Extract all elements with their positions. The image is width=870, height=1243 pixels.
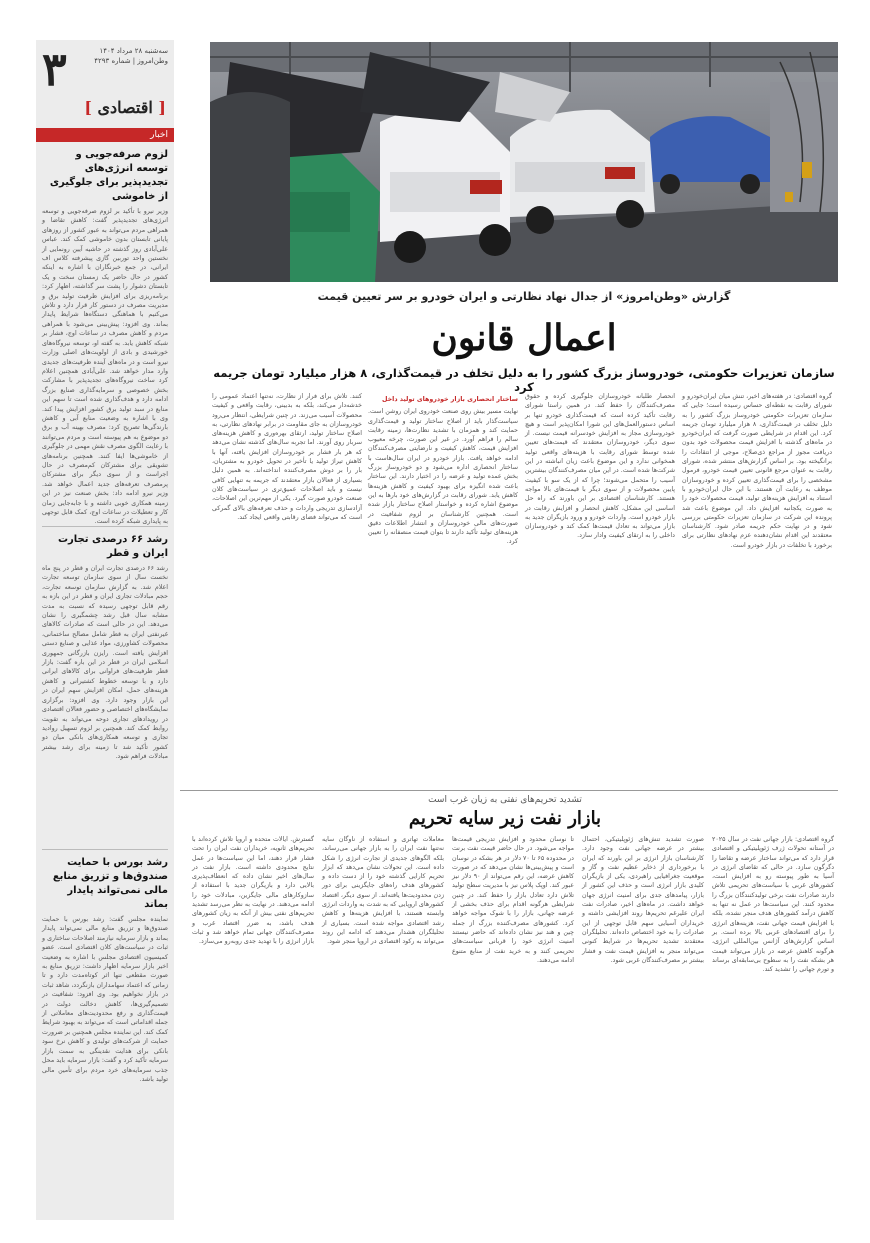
sidebar-news-list bbox=[36, 148, 174, 1218]
second-story-column: صورت تشدید تنش‌های ژئوپلیتیکی، احتمال بیشتر در عرضه جهانی نفت وجود دارد. کارشناسان بازار انرژی بر این باورند که ایران با برخورداری از ذخایر عظیم نفت و گاز و موقعیت جغرافیایی راهبردی، یکی از بازیگران کلیدی بازار انرژی است و حذف این کشور از بازار، پیامدهای جدی برای امنیت انرژی جهان خواهد داشت. در ماه‌های اخیر، صادرات نفت ایران علیرغم تحریم‌ها روند افزایشی داشته و خریداران آسیایی سهم قابل توجهی از این صادرات را به خود اختصاص داده‌اند. تحلیلگران معتقدند تشدید تحریم‌ها در شرایط کنونی می‌تواند منجر به افزایش قیمت نفت و فشار بیشتر بر مصرف‌کنندگان غربی شود. bbox=[582, 836, 704, 964]
story-title: اعمال قانون bbox=[431, 317, 617, 359]
car-factory-illustration bbox=[210, 42, 838, 282]
second-story-title: بازار نفت زیر سایه تحریم bbox=[408, 808, 602, 829]
story-lede: سازمان تعزیرات حکومتی، خودروساز بزرگ کشور را به دلیل تخلف در قیمت‌گذاری، ۸ هزار میلیارد تومان جریمه کرد bbox=[213, 366, 835, 394]
issue-date: سه‌شنبه ۲۸ مرداد ۱۴۰۴ bbox=[99, 47, 168, 55]
news-headline: رشد ۶۶ درصدی تجارت ایران و قطر bbox=[57, 534, 168, 559]
story-column-text: نهایت مسیر بیش روی صنعت خودروی ایران روشن است. سیاست‌گذار باید از اصلاح ساختار تولید و قیمت‌گذاری حمایت کند و همزمان با تشدید نظارت‌ها، زمینه رقابت سالم را فراهم آورد. در غیر این صورت، چرخه معیوب افزایش قیمت، کاهش کیفیت و نارضایتی مصرف‌کنندگان ادامه خواهد یافت. بازار خودرو در ایران سال‌هاست با ساختار انحصاری اداره می‌شود و دو خودروساز بزرگ بخش عمده تولید و عرضه را در اختیار دارند. این ساختار باعث شده انگیزه برای بهبود کیفیت و کاهش هزینه‌ها کاهش یابد. شورای رقابت در گزارش‌های خود بارها به این موضوع اشاره کرده و خواستار اصلاح ساختار بازار شده است. همچنین کارشناسان بر لزوم شفافیت در صورت‌های مالی خودروسازان و انتشار اطلاعات دقیق هزینه‌های تولید تأکید دارند تا بتوان قیمت منصفانه را تعیین کرد. bbox=[368, 408, 518, 546]
news-item bbox=[36, 533, 174, 843]
news-body: نماینده مجلس گفت: رشد بورس با حمایت صندوق‌ها و تزریق منابع مالی نمی‌تواند پایدار بماند و بازار سرمایه نیازمند اصلاحات ساختاری و ثبات در سیاست‌های کلان اقتصادی است. عضو کمیسیون اقتصادی مجلس با اشاره به وضعیت اخیر بازار سرمایه اظهار داشت: تزریق منابع به صورت مقطعی تنها اثر کوتاه‌مدت دارد و تا زمانی که اعتماد سهامداران بازنگردد، شاهد ثبات در بازار نخواهیم بود. وی افزود: شفافیت در تصمیم‌گیری‌ها، کاهش دخالت دولت در قیمت‌گذاری و رفع محدودیت‌های معاملاتی از جمله اقداماتی است که می‌تواند به بهبود شرایط کمک کند. این نماینده مجلس همچنین بر ضرورت حمایت از شرکت‌های تولیدی و کاهش نرخ سود بانکی برای هدایت نقدینگی به سمت بازار سرمایه تأکید کرد و گفت: بازار سرمایه باید محل جذب سرمایه‌های خرد مردم برای تأمین مالی تولید باشد. bbox=[42, 916, 168, 1083]
second-story-column: معاملات تهاتری و استفاده از ناوگان سایه نه‌تنها نفت ایران را به بازار جهانی می‌رساند، بلکه الگوهای جدیدی از تجارت انرژی را شکل داده است. این تحولات نشان می‌دهد که ابزار تحریم کارایی گذشته خود را از دست داده و کشورهای هدف راه‌های جایگزینی برای دور زدن محدودیت‌ها یافته‌اند. از سوی دیگر، اقتصاد کشورهای اروپایی که به شدت به واردات انرژی وابسته هستند، با افزایش هزینه‌ها و کاهش رشد اقتصادی مواجه شده است. بسیاری از تحلیلگران هشدار می‌دهند که ادامه این روند می‌تواند به رکود اقتصادی در اروپا منجر شود. bbox=[322, 836, 444, 946]
page-number: ۳ bbox=[42, 42, 67, 96]
news-tag: اخبار bbox=[36, 128, 174, 142]
second-story-kicker: تشدید تحریم‌های نفتی به زیان غرب است bbox=[428, 795, 582, 805]
bracket-left: ] bbox=[84, 98, 92, 117]
masthead bbox=[82, 46, 168, 66]
story-column-with-subhead bbox=[368, 392, 518, 784]
news-headline: رشد بورس با حمایت صندوق‌ها و تزریق منابع مالی نمی‌تواند پایدار بماند bbox=[52, 857, 168, 910]
story-kicker: گزارش «وطن‌امروز» از جدال نهاد نظارتی و ایران خودرو بر سر تعیین قیمت bbox=[317, 290, 731, 303]
divider bbox=[42, 849, 168, 850]
bracket-right: [ bbox=[158, 98, 166, 117]
sidebar bbox=[36, 40, 174, 1220]
divider bbox=[180, 790, 838, 791]
factory-photo bbox=[210, 42, 838, 282]
story-column: گروه اقتصادی: در هفته‌های اخیر، تنش میان ایران‌خودرو و شورای رقابت به نقطه‌ای حساس رسیده است؛ جایی که سازمان تعزیرات حکومتی خودروساز بزرگ کشور را به دلیل تخلف در قیمت‌گذاری، ۸ هزار میلیارد تومان جریمه کرد. این اقدام در شرایطی صورت گرفت که ایران‌خودرو در ماه‌های گذشته با افزایش قیمت محصولات خود بدون دریافت مجوز از مراجع ذی‌صلاح، موجی از انتقادات را برانگیخته بود. بر اساس گزارش‌های منتشر شده، شورای رقابت به عنوان مرجع قانونی تعیین قیمت خودرو، فرمول مشخصی را برای قیمت‌گذاری تعیین کرده و خودروسازان موظف به رعایت آن هستند. با این حال ایران‌خودرو با استناد به افزایش هزینه‌های تولید، قیمت محصولات خود را به صورت یکجانبه افزایش داد. این موضوع باعث شد پرونده این شرکت در سازمان تعزیرات حکومتی بررسی شود و در نهایت حکم جریمه صادر شود. کارشناسان معتقدند این اقدام نشان‌دهنده عزم نهادهای نظارتی برای برخورد با تخلفات در بازار خودرو است. bbox=[682, 393, 833, 549]
second-story-column: گسترش. ایالات متحده و اروپا تلاش کرده‌اند با تحریم‌های ثانویه، خریداران نفت ایران را تحت فشار قرار دهند، اما این سیاست‌ها در عمل نتایج محدودی داشته است. بازار نفت در سال‌های اخیر نشان داده که انعطاف‌پذیری بالایی دارد و بازیگران جدید با استفاده از سازوکارهای مالی جایگزین، مبادلات خود را ادامه می‌دهند. در نهایت به نظر می‌رسد تشدید تحریم‌های نفتی بیش از آنکه به زیان کشورهای هدف باشد، به ضرر اقتصاد غرب و مصرف‌کنندگان جهانی تمام خواهد شد و ثبات بازار انرژی را با تهدید جدی روبه‌رو می‌سازد. bbox=[192, 836, 314, 946]
story-column: انحصار طلبانه خودروسازان جلوگیری کرده و حقوق مصرف‌کنندگان را حفظ کند. در همین راستا شورای رقابت تأکید کرده است که قیمت‌گذاری خودرو تنها بر اساس دستورالعمل‌های این شورا امکان‌پذیر است و هیچ خودروسازی مجاز به افزایش خودسرانه قیمت نیست. از سوی دیگر، خودروسازان معتقدند که قیمت‌های تعیین شده توسط شورای رقابت با هزینه‌های واقعی تولید همخوانی ندارد و این موضوع باعث زیان انباشته در این شرکت‌ها شده است. در این میان مصرف‌کنندگان بیشترین آسیب را متحمل می‌شوند؛ چرا که از یک سو با کیفیت پایین محصولات و از سوی دیگر با قیمت‌های بالا مواجه هستند. کارشناسان اقتصادی بر این باورند که راه حل اساسی این مشکل، کاهش انحصار و افزایش رقابت در بازار خودرو است. واردات خودرو و ورود بازیگران جدید به بازار می‌تواند به تعادل قیمت‌ها کمک کند و خودروسازان داخلی را به ارتقای کیفیت وادار سازد. bbox=[525, 393, 675, 540]
news-body: وزیر نیرو با تأکید بر لزوم صرفه‌جویی و توسعه انرژی‌های تجدیدپذیر گفت: کاهش تقاضا و همراهی مردم می‌تواند به عبور کشور از روزهای پایانی تابستان بدون خاموشی کمک کند. عباس علی‌آبادی روز گذشته در حاشیه آیین رونمایی از نخستین واحد توربین گازی پیشرفته کلاس اف ایرانی، در جمع خبرنگاران با اشاره به اینکه کشور در حال حاضر یک زمستان سخت و یک تابستان دشوار را پشت سر گذاشته، اظهار کرد: برنامه‌ریزی برای افزایش ظرفیت تولید برق و مدیریت مصرف در دستور کار قرار دارد و تلاش می‌کنیم با هماهنگی دستگاه‌ها شرایط پایدار بماند. وی افزود: پیش‌بینی می‌شود با همراهی مردم و کاهش مصرف در ساعات اوج، فشار بر شبکه کاهش یابد. به گفته او، توسعه نیروگاه‌های خورشیدی و بادی از اولویت‌های اصلی وزارت نیرو است و در ماه‌های آینده ظرفیت‌های جدیدی وارد مدار خواهد شد. علی‌آبادی همچنین اعلام کرد ساخت نیروگاه‌های تجدیدپذیر با مشارکت بخش خصوصی و سرمایه‌گذاری صنایع بزرگ ادامه دارد و هدف‌گذاری شده است تا سهم این منابع در سبد تولید برق کشور افزایش پیدا کند. وی با اشاره به وضعیت منابع آبی و کاهش بارندگی‌ها تصریح کرد: مصرف بهینه آب و برق دو موضوع به هم پیوسته است و مردم می‌توانند با رعایت الگوی مصرف نقش مهمی در جلوگیری از خاموشی‌ها ایفا کنند. همچنین برنامه‌های تشویقی برای مشترکان کم‌مصرف در حال اجراست و از سوی دیگر برای مشترکان پرمصرف تعرفه‌های جدید اعمال خواهد شد. وزیر نیرو ادامه داد: بخش صنعت نیز در این زمینه همکاری خوبی داشته و با جابه‌جایی زمان کار و تعطیلات در ساعات اوج، کمک قابل توجهی به پایداری شبکه کرده است. bbox=[42, 208, 168, 526]
news-item bbox=[36, 856, 174, 1216]
news-body: رشد ۶۶ درصدی تجارت ایران و قطر در پنج ماه نخست سال از سوی سازمان توسعه تجارت اعلام شد. به گزارش سازمان توسعه تجارت، حجم مبادلات تجاری ایران و قطر در این بازه به رقم قابل توجهی رسیده که نسبت به مدت مشابه سال قبل رشد چشمگیری را نشان می‌دهد. این در حالی است که صادرات کالاهای غیرنفتی ایران به قطر شامل مصالح ساختمانی، محصولات کشاورزی، مواد غذایی و صنایع دستی افزایش یافته است. رایزن بازرگانی جمهوری اسلامی ایران در قطر در این باره گفت: بازار قطر ظرفیت‌های فراوانی برای کالاهای ایرانی دارد و با توسعه خطوط کشتیرانی و کاهش هزینه‌های حمل، امکان افزایش سهم ایران در این بازار وجود دارد. وی افزود: برگزاری نمایشگاه‌های اختصاصی و حضور فعالان اقتصادی در رویدادهای تجاری دوحه می‌تواند به تقویت روابط کمک کند. همچنین بر لزوم تسهیل روادید تجاری و توسعه همکاری‌های بانکی میان دو کشور تأکید شد تا زمینه برای رشد بیشتر مبادلات فراهم شود. bbox=[42, 565, 169, 761]
issue-number: وطن‌امروز | شماره ۴۲۹۳ bbox=[94, 57, 168, 65]
second-story-column: گروه اقتصادی: بازار جهانی نفت در سال ۲۰۲۵ در آستانه تحولات ژرف ژئوپلیتیکی و اقتصادی قرار دارد که می‌تواند ساختار عرضه و تقاضا را دگرگون سازد. در حالی که تقاضای انرژی در آسیا به طور پیوسته رو به افزایش است، کشورهای غربی با سیاست‌های تحریمی تلاش دارند صادرات نفت برخی تولیدکنندگان بزرگ را محدود کنند. این سیاست‌ها در عمل نه تنها به کاهش درآمد کشورهای هدف منجر نشده، بلکه با افزایش قیمت جهانی نفت، هزینه‌های انرژی را برای اقتصادهای غربی بالا برده است. بر اساس گزارش‌های آژانس بین‌المللی انرژی، هرگونه کاهش عرضه در بازار می‌تواند قیمت هر بشکه نفت را به سطوح بی‌سابقه‌ای برساند و تورم جهانی را تشدید کند. bbox=[712, 836, 834, 974]
section-title bbox=[84, 98, 166, 117]
story-subhead: ساختار انحصاری بازار خودروهای تولید داخل bbox=[382, 396, 518, 403]
news-headline: لزوم صرفه‌جویی و توسعه انرژی‌های تجدیدپذیر برای جلوگیری از خاموشی bbox=[49, 149, 168, 202]
story-column: کنند. تلاش برای فرار از نظارت، نه‌تنها اعتماد عمومی را خدشه‌دار می‌کند، بلکه به بدبینی، رقابت واقعی و کیفیت محصولات آسیب می‌زند. در چنین شرایطی، انتظار می‌رود خودروسازان به جای مقاومت در برابر نهادهای نظارتی، به اصلاح ساختار تولید، ارتقای بهره‌وری و کاهش هزینه‌های سربار روی آورند. اما تجربه سال‌های گذشته نشان می‌دهد که هر بار فشار بر خودروسازان افزایش یافته، آنها با کاهش تیراژ تولید یا تأخیر در تحویل خودرو به مشتریان، بار را بر دوش مصرف‌کننده انداخته‌اند. به همین دلیل بسیاری از فعالان بازار معتقدند که جریمه به تنهایی کافی نیست و باید اصلاحات عمیق‌تری در سیاست‌های کلان صنعت خودرو صورت گیرد. یکی از مهم‌ترین این اصلاحات، آزادسازی تدریجی واردات و حذف تعرفه‌های بالای گمرکی است که می‌تواند فضای رقابتی واقعی ایجاد کند. bbox=[212, 393, 362, 521]
news-item bbox=[36, 148, 174, 526]
section-label: اقتصادی bbox=[97, 98, 153, 117]
second-story-column: تا نوسان محدود و افزایش تدریجی قیمت‌ها مواجه می‌شود. در حال حاضر قیمت نفت برنت در محدوده ۶۵ تا ۷۰ دلار در هر بشکه در نوسان است و پیش‌بینی‌ها نشان می‌دهد که در صورت کاهش عرضه، این رقم می‌تواند از ۹۰ دلار نیز عبور کند. اوپک پلاس نیز با مدیریت سطح تولید تلاش دارد تعادل بازار را حفظ کند. در چنین شرایطی هرگونه اقدام برای حذف بخشی از عرضه جهانی، بازار را با شوک مواجه خواهد کرد. کشورهای مصرف‌کننده بزرگ از جمله چین و هند نیز نشان داده‌اند که حاضر نیستند امنیت انرژی خود را قربانی سیاست‌های تحریمی کنند و به خرید نفت از منابع متنوع ادامه می‌دهند. bbox=[452, 836, 574, 964]
